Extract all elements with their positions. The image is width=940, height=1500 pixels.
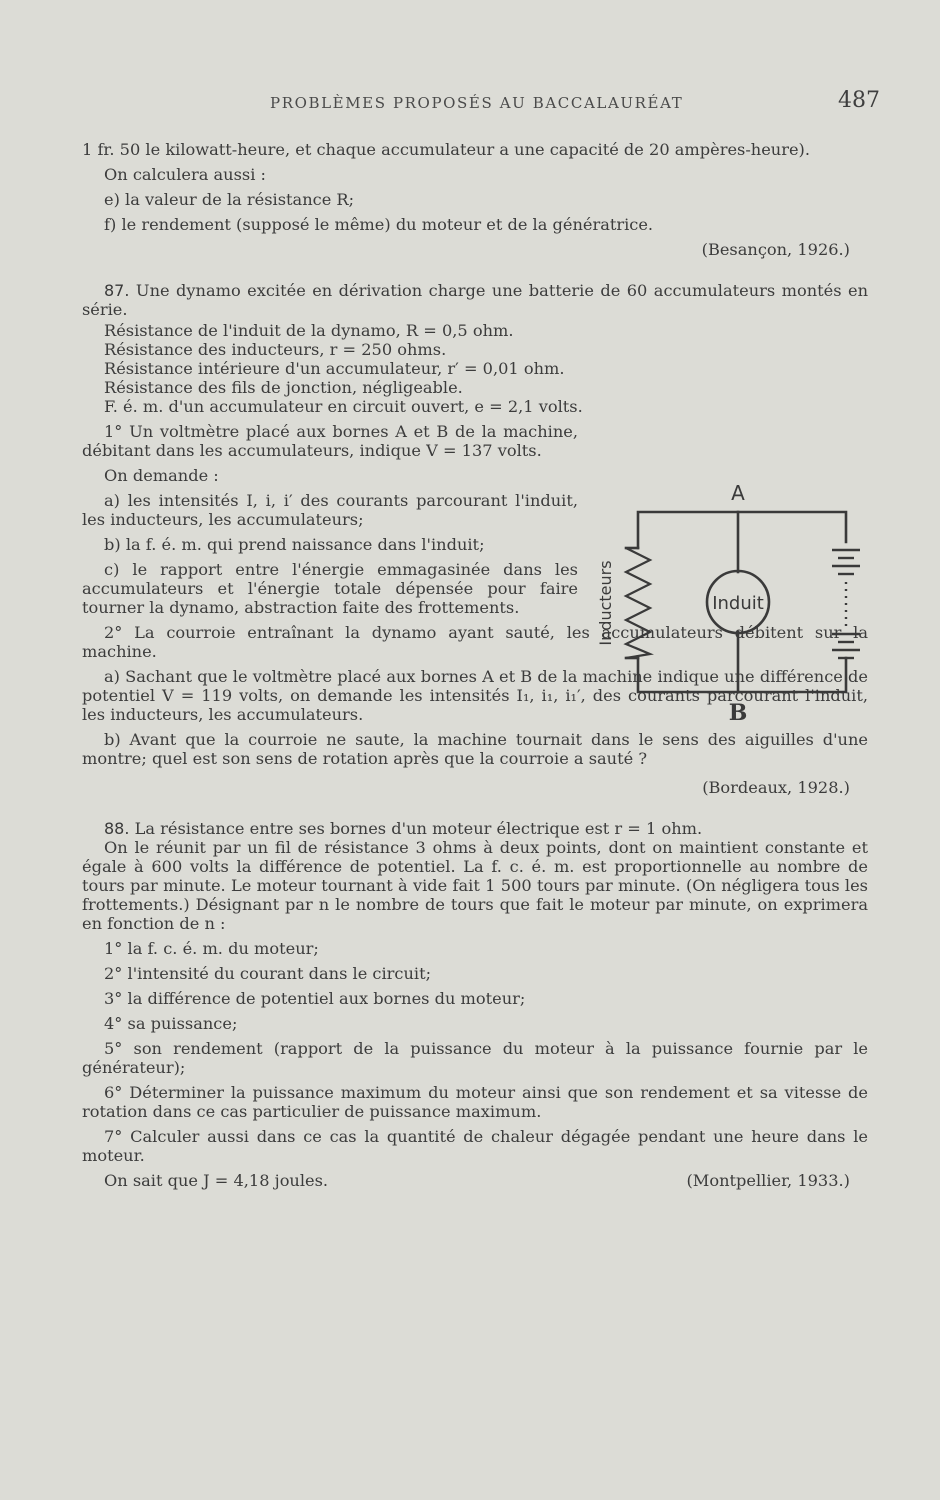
induit-label: Induit bbox=[712, 593, 764, 614]
on-demande: On demande : bbox=[104, 466, 219, 485]
problem-88-item: 6° Déterminer la puissance maximum du moteur ainsi que son rendement et sa vitesse de rotation dans ce cas particulier de puissance maximum. bbox=[82, 1083, 868, 1121]
part1-c: c) le rapport entre l'énergie emmagasinée dans les accumulateurs et l'énergie totale dépensée pour faire tourner la dynamo, abstraction faite des frottements. bbox=[82, 560, 578, 617]
top-wire bbox=[638, 512, 846, 548]
continuation-line: 1 fr. 50 le kilowatt-heure, et chaque accumulateur a une capacité de 20 ampères-heure). bbox=[82, 140, 811, 159]
data-line: Résistance des inducteurs, r = 250 ohms. bbox=[104, 340, 447, 359]
problem-88-paragraph: On le réunit par un fil de résistance 3 ohms à deux points, dont on maintient constante et égale à 600 volts la différence de potentiel. La f. c. é. m. est proportionnelle au nombre de tours par minute. Le moteur tournant à vide fait 1 500 tours par minute. (On négligera tous les frottements.) Désignant par n le nombre de tours que fait le moteur par minute, on exprimera en fonction de n : bbox=[82, 838, 868, 933]
problem-88-item: 5° son rendement (rapport de la puissance du moteur à la puissance fournie par le générateur); bbox=[82, 1039, 868, 1077]
part2-intro: 2° La courroie entraînant la dynamo ayant sauté, les accumulateurs débitent sur la machine. bbox=[82, 623, 868, 661]
problem-number: 88. bbox=[104, 819, 130, 838]
part1-b: b) la f. é. m. qui prend naissance dans l'induit; bbox=[104, 535, 485, 554]
part1-a: a) les intensités I, i, i′ des courants parcourant l'induit, les inducteurs, les accumulateurs; bbox=[82, 491, 578, 529]
problem-intro: La résistance entre ses bornes d'un moteur électrique est r = 1 ohm. bbox=[134, 819, 703, 838]
problem-88-intro bbox=[82, 819, 868, 838]
problem-88-item: 4° sa puissance; bbox=[104, 1014, 238, 1033]
continuation-line: On calculera aussi : bbox=[104, 165, 266, 184]
inducteurs-label: Inducteurs bbox=[596, 560, 615, 646]
item-e: e) la valeur de la résistance R; bbox=[104, 190, 355, 209]
problem-number: 87. bbox=[104, 281, 130, 300]
data-line: Résistance des fils de jonction, négligeable. bbox=[104, 378, 463, 397]
terminal-b-label: B bbox=[728, 700, 748, 726]
part2-a: a) Sachant que le voltmètre placé aux bornes A et B de la machine indique une différence de potentiel V = 119 volts, on demande les intensités I₁, i₁, i₁′, des courants parcourant l'induit, les inducteurs, les accumulateurs. bbox=[82, 667, 868, 724]
source-citation: (Bordeaux, 1928.) bbox=[702, 778, 850, 797]
page-number: 487 bbox=[838, 88, 880, 113]
problem-87-intro bbox=[82, 281, 868, 319]
data-line: F. é. m. d'un accumulateur en circuit ouvert, e = 2,1 volts. bbox=[104, 397, 583, 416]
source-citation: (Montpellier, 1933.) bbox=[686, 1171, 850, 1190]
problem-87-part1 bbox=[82, 422, 578, 617]
problem-88-item: 3° la différence de potentiel aux bornes du moteur; bbox=[104, 989, 526, 1008]
problem-88-item: 7° Calculer aussi dans ce cas la quantité de chaleur dégagée pendant une heure dans le moteur. bbox=[82, 1127, 868, 1165]
problem-88-item: 2° l'intensité du courant dans le circuit; bbox=[104, 964, 432, 983]
inducteurs-coil bbox=[626, 548, 650, 658]
terminal-a-label: A bbox=[731, 481, 745, 505]
part2-b: b) Avant que la courroie ne saute, la machine tournait dans le sens des aiguilles d'une montre; quel est son sens de rotation après que la courroie a sauté ? bbox=[82, 730, 868, 768]
problem-88-item: 1° la f. c. é. m. du moteur; bbox=[104, 939, 319, 958]
running-title: PROBLÈMES PROPOSÉS AU BACCALAURÉAT bbox=[270, 94, 684, 112]
page-header bbox=[0, 88, 940, 122]
bottom-wire bbox=[638, 658, 846, 692]
part1-intro: 1° Un voltmètre placé aux bornes A et B de la machine, débitant dans les accumulateurs, indique V = 137 volts. bbox=[82, 422, 578, 460]
problem-intro: Une dynamo excitée en dérivation charge une batterie de 60 accumulateurs montés en série. bbox=[82, 281, 868, 319]
source-citation: (Besançon, 1926.) bbox=[701, 240, 850, 259]
problem-87-data bbox=[82, 321, 868, 416]
item-f: f) le rendement (supposé le même) du moteur et de la génératrice. bbox=[104, 215, 654, 234]
circuit-diagram bbox=[588, 470, 888, 730]
data-line: Résistance de l'induit de la dynamo, R = 0,5 ohm. bbox=[104, 321, 514, 340]
problem-88-closing-line bbox=[82, 1171, 868, 1190]
data-line: Résistance intérieure d'un accumulateur, r′ = 0,01 ohm. bbox=[104, 359, 565, 378]
battery-symbol bbox=[832, 550, 860, 658]
closing-text: On sait que J = 4,18 joules. bbox=[104, 1171, 329, 1190]
